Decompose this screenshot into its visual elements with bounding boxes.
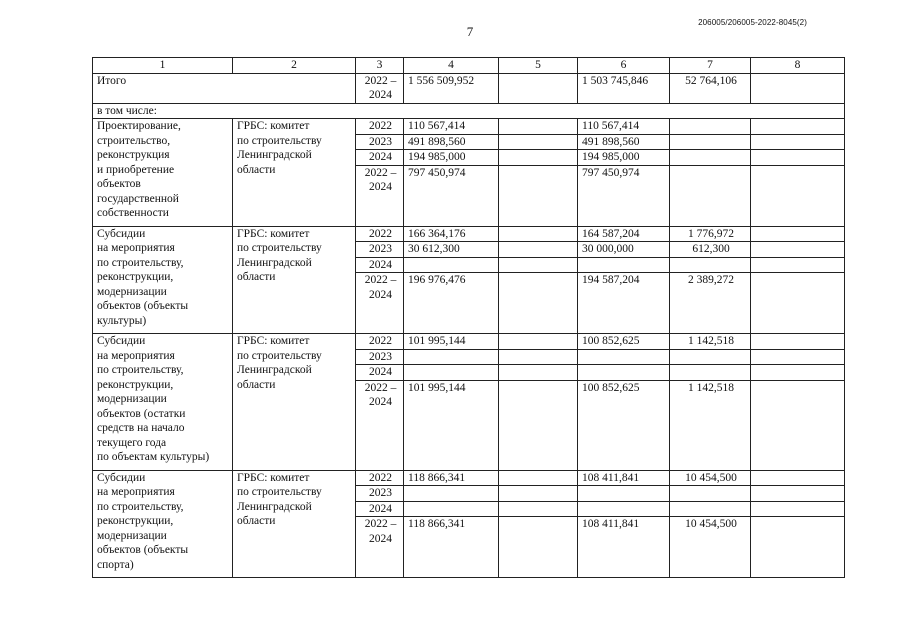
cell-col7: 612,300 xyxy=(670,242,751,258)
year-cell: 2023 xyxy=(356,486,404,502)
cell-col4: 30 612,300 xyxy=(404,242,499,258)
cell-col6: 164 587,204 xyxy=(578,226,670,242)
including-label: в том числе: xyxy=(93,103,845,119)
year-cell: 2024 xyxy=(356,365,404,381)
cell-col8 xyxy=(751,273,845,334)
item-name: Проектирование, строительство, реконструкция и приобретение объектов государственной собственности xyxy=(93,119,233,227)
year-cell: 2022 – 2024 xyxy=(356,165,404,226)
item-name: Субсидии на мероприятия по строительству, реконструкции, модернизации объектов (объекты спорта) xyxy=(93,470,233,578)
cell-col4: 101 995,144 xyxy=(404,380,499,470)
cell-col5 xyxy=(499,165,578,226)
cell-col5 xyxy=(499,119,578,135)
cell-col5 xyxy=(499,150,578,166)
cell-col7 xyxy=(670,150,751,166)
cell-col5 xyxy=(499,501,578,517)
cell-col7 xyxy=(670,365,751,381)
grbs-name: ГРБС: комитет по строительству Ленинградской области xyxy=(233,470,356,578)
year-cell: 2022 xyxy=(356,470,404,486)
cell-col4 xyxy=(404,257,499,273)
cell-col6: 194 587,204 xyxy=(578,273,670,334)
page-number: 7 xyxy=(466,24,474,39)
cell-col8 xyxy=(751,242,845,258)
cell-col7: 1 142,518 xyxy=(670,380,751,470)
cell-col4: 196 976,476 xyxy=(404,273,499,334)
cell-col6 xyxy=(578,349,670,365)
total-col5 xyxy=(499,73,578,103)
cell-col5 xyxy=(499,257,578,273)
table-row xyxy=(93,226,845,242)
total-col8 xyxy=(751,73,845,103)
total-col6: 1 503 745,846 xyxy=(578,73,670,103)
cell-col6: 108 411,841 xyxy=(578,470,670,486)
grbs-name: ГРБС: комитет по строительству Ленинградской области xyxy=(233,119,356,227)
cell-col4: 166 364,176 xyxy=(404,226,499,242)
table-row xyxy=(93,470,845,486)
cell-col8 xyxy=(751,119,845,135)
year-cell: 2022 – 2024 xyxy=(356,273,404,334)
year-cell: 2022 xyxy=(356,119,404,135)
cell-col5 xyxy=(499,226,578,242)
column-header: 4 xyxy=(404,58,499,74)
column-header: 1 xyxy=(93,58,233,74)
cell-col5 xyxy=(499,349,578,365)
cell-col7 xyxy=(670,134,751,150)
column-header: 3 xyxy=(356,58,404,74)
cell-col6: 30 000,000 xyxy=(578,242,670,258)
cell-col5 xyxy=(499,365,578,381)
item-name: Субсидии на мероприятия по строительству, реконструкции, модернизации объектов (остатки средств на начало текущего года по объектам культуры) xyxy=(93,334,233,471)
column-header: 5 xyxy=(499,58,578,74)
grbs-name: ГРБС: комитет по строительству Ленинградской области xyxy=(233,334,356,471)
cell-col6: 797 450,974 xyxy=(578,165,670,226)
total-col7: 52 764,106 xyxy=(670,73,751,103)
cell-col7 xyxy=(670,119,751,135)
grbs-name: ГРБС: комитет по строительству Ленинградской области xyxy=(233,226,356,334)
total-row xyxy=(93,73,845,103)
cell-col6: 100 852,625 xyxy=(578,380,670,470)
cell-col7: 1 776,972 xyxy=(670,226,751,242)
total-period: 2022 – 2024 xyxy=(356,73,404,103)
cell-col6: 194 985,000 xyxy=(578,150,670,166)
year-cell: 2022 xyxy=(356,334,404,350)
cell-col8 xyxy=(751,165,845,226)
cell-col6: 491 898,560 xyxy=(578,134,670,150)
cell-col4 xyxy=(404,365,499,381)
cell-col8 xyxy=(751,470,845,486)
cell-col5 xyxy=(499,486,578,502)
cell-col7: 2 389,272 xyxy=(670,273,751,334)
cell-col5 xyxy=(499,380,578,470)
item-name: Субсидии на мероприятия по строительству, реконструкции, модернизации объектов (объекты культуры) xyxy=(93,226,233,334)
year-cell: 2024 xyxy=(356,257,404,273)
cell-col8 xyxy=(751,365,845,381)
cell-col6 xyxy=(578,501,670,517)
cell-col6: 110 567,414 xyxy=(578,119,670,135)
cell-col6 xyxy=(578,257,670,273)
cell-col8 xyxy=(751,334,845,350)
cell-col8 xyxy=(751,517,845,578)
cell-col6 xyxy=(578,486,670,502)
column-header: 6 xyxy=(578,58,670,74)
cell-col4: 118 866,341 xyxy=(404,470,499,486)
cell-col4 xyxy=(404,501,499,517)
column-header: 2 xyxy=(233,58,356,74)
cell-col7: 10 454,500 xyxy=(670,517,751,578)
cell-col5 xyxy=(499,134,578,150)
cell-col8 xyxy=(751,349,845,365)
table-row xyxy=(93,119,845,135)
cell-col5 xyxy=(499,517,578,578)
year-cell: 2024 xyxy=(356,501,404,517)
cell-col8 xyxy=(751,501,845,517)
year-cell: 2023 xyxy=(356,134,404,150)
header-row xyxy=(93,58,845,74)
cell-col7 xyxy=(670,349,751,365)
cell-col4: 110 567,414 xyxy=(404,119,499,135)
cell-col4: 194 985,000 xyxy=(404,150,499,166)
cell-col6 xyxy=(578,365,670,381)
cell-col4: 797 450,974 xyxy=(404,165,499,226)
including-row xyxy=(93,103,845,119)
cell-col8 xyxy=(751,150,845,166)
cell-col5 xyxy=(499,334,578,350)
column-header: 7 xyxy=(670,58,751,74)
total-label: Итого xyxy=(93,73,356,103)
cell-col4 xyxy=(404,486,499,502)
cell-col8 xyxy=(751,486,845,502)
cell-col8 xyxy=(751,257,845,273)
year-cell: 2022 – 2024 xyxy=(356,517,404,578)
cell-col5 xyxy=(499,242,578,258)
year-cell: 2024 xyxy=(356,150,404,166)
cell-col7 xyxy=(670,257,751,273)
cell-col5 xyxy=(499,470,578,486)
document-code: 206005/206005-2022-8045(2) xyxy=(698,18,807,27)
cell-col7 xyxy=(670,501,751,517)
cell-col7 xyxy=(670,486,751,502)
table-row xyxy=(93,334,845,350)
year-cell: 2022 – 2024 xyxy=(356,380,404,470)
cell-col4: 101 995,144 xyxy=(404,334,499,350)
cell-col7 xyxy=(670,165,751,226)
cell-col4: 491 898,560 xyxy=(404,134,499,150)
cell-col7: 10 454,500 xyxy=(670,470,751,486)
cell-col8 xyxy=(751,134,845,150)
year-cell: 2022 xyxy=(356,226,404,242)
year-cell: 2023 xyxy=(356,349,404,365)
cell-col4 xyxy=(404,349,499,365)
cell-col4: 118 866,341 xyxy=(404,517,499,578)
cell-col5 xyxy=(499,273,578,334)
total-col4: 1 556 509,952 xyxy=(404,73,499,103)
cell-col6: 108 411,841 xyxy=(578,517,670,578)
cell-col7: 1 142,518 xyxy=(670,334,751,350)
cell-col6: 100 852,625 xyxy=(578,334,670,350)
budget-table xyxy=(92,57,845,578)
column-header: 8 xyxy=(751,58,845,74)
cell-col8 xyxy=(751,226,845,242)
cell-col8 xyxy=(751,380,845,470)
year-cell: 2023 xyxy=(356,242,404,258)
